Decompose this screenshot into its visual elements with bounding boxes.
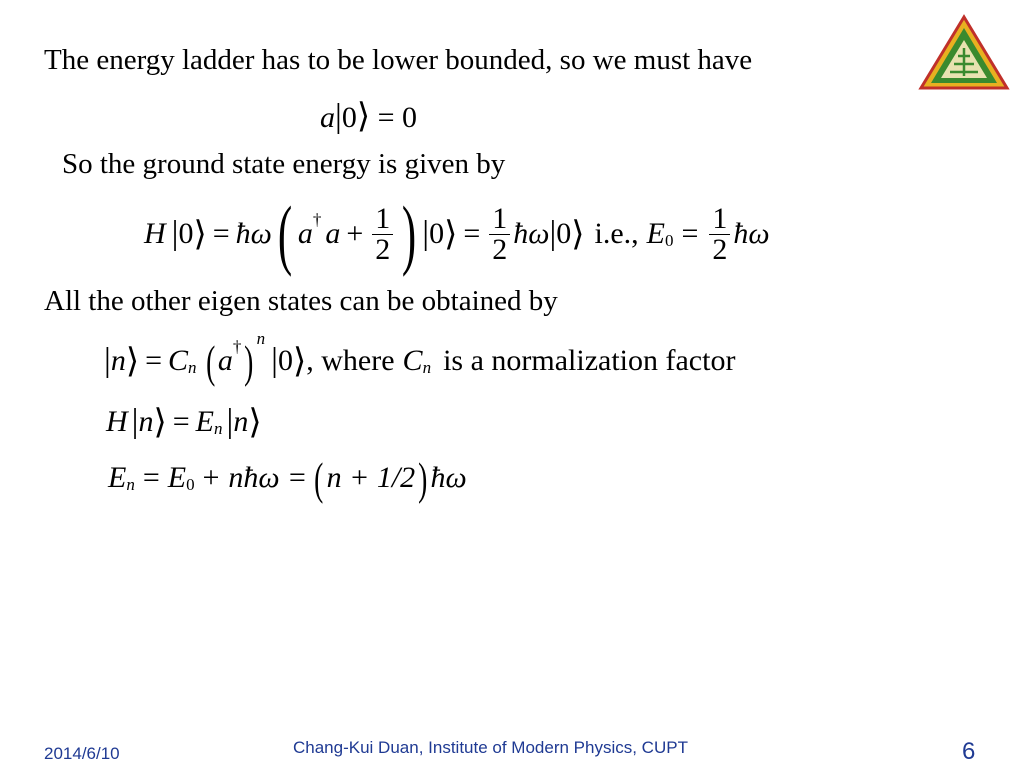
operator-a: a [320,101,335,134]
fraction-denominator: 2 [372,234,393,265]
paren-open: ( [314,452,324,504]
paren-open: ( [205,335,215,387]
equation-eigen-states [104,329,736,387]
hbar-omega: ħω [235,217,272,250]
ket-open: | [171,215,179,252]
paren-close: ) [402,190,417,277]
dagger-symbol: † [232,337,242,356]
plus-sign: + [346,217,364,250]
ket-value: 0 [178,217,194,250]
equals-sign: = [681,217,699,250]
fraction-numerator: 1 [375,201,391,235]
equals-sign: = [463,217,481,250]
normalization-description: is a normalization factor [443,344,736,377]
normalization-subscript: n [188,358,197,377]
paren-open: ( [277,190,292,277]
ket-close: ⟩ [153,404,167,441]
energy-subscript: 0 [665,231,674,250]
equation-eigenvalue [106,400,262,444]
university-seal-icon [918,14,1010,92]
text-lower-bounded: The energy ladder has to be lower bounded, so we must have [44,44,753,76]
paren-close: ) [418,452,428,504]
ket-value: 0 [556,217,572,250]
ket-close: ⟩ [125,343,140,380]
equation-rhs: = 0 [377,101,417,134]
normalization-symbol: C [402,344,423,377]
equation-energy-levels [108,452,467,504]
fraction-numerator: 1 [492,201,508,235]
fraction-half [709,201,730,266]
ket-open: | [422,215,430,252]
ket-open: | [226,403,234,440]
fraction-half [489,201,510,266]
fraction-denominator: 2 [709,234,730,265]
ket-close: ⟩ [292,343,307,380]
paren-close: ) [244,335,254,387]
ground-energy-symbol: E [167,461,187,494]
equals-sign: = [172,405,190,438]
fraction-denominator: 2 [489,234,510,265]
footer-date: 2014/6/10 [44,744,120,763]
footer-author: Chang-Kui Duan, Institute of Modern Physics, CUPT [293,738,688,757]
ket-open: | [104,342,111,379]
ket-close: ⟩ [193,216,207,253]
where-text: , where [306,344,395,377]
equation-annihilation-ground [320,96,417,136]
normalization-subscript: n [422,358,432,377]
energy-subscript: n [214,419,223,438]
hamiltonian-symbol: H [144,217,166,250]
equals-sign: = [212,217,230,250]
fraction-half [372,201,393,266]
normalization-symbol: C [168,344,189,377]
ket-n: n [233,405,249,438]
energy-symbol: E [195,405,214,438]
energy-symbol: E [108,461,127,494]
energy-rhs-part1: + nħω = [200,461,308,494]
equals-sign: = [145,344,162,377]
ket-open: | [335,98,342,135]
equals-sign: = [142,461,160,494]
university-logo [918,14,1010,92]
ket-close: ⟩ [248,404,262,441]
equation-ground-energy [144,190,770,277]
text-eigen-states: All the other eigen states can be obtained by [44,285,558,317]
hbar-omega: ħω [513,217,550,250]
hbar-omega: ħω [733,217,770,250]
text-ground-state: So the ground state energy is given by [62,148,506,180]
fraction-numerator: 1 [712,201,728,235]
ket-close: ⟩ [444,216,458,253]
ket-open: | [271,342,278,379]
page-number: 6 [962,738,976,765]
hbar-omega: ħω [430,461,467,494]
energy-symbol: E [646,217,665,250]
ket-n: n [138,405,154,438]
ket-value: 0 [277,344,293,377]
creation-operator: a [297,217,313,250]
creation-operator: a [217,344,233,377]
ket-close: ⟩ [356,98,371,135]
ket-open: | [549,215,557,252]
power-n: n [256,329,266,348]
ground-energy-subscript: 0 [186,475,195,494]
ket-open: | [131,403,139,440]
ket-value: 0 [341,101,357,134]
annihilation-operator: a [325,217,341,250]
ket-close: ⟩ [571,216,585,253]
hamiltonian-symbol: H [106,405,128,438]
dagger-symbol: † [312,210,322,229]
ket-n: n [110,344,126,377]
ie-text: i.e., [594,217,639,250]
energy-rhs-part2: n + 1/2 [326,461,416,494]
energy-subscript: n [126,475,135,494]
ket-value: 0 [429,217,445,250]
